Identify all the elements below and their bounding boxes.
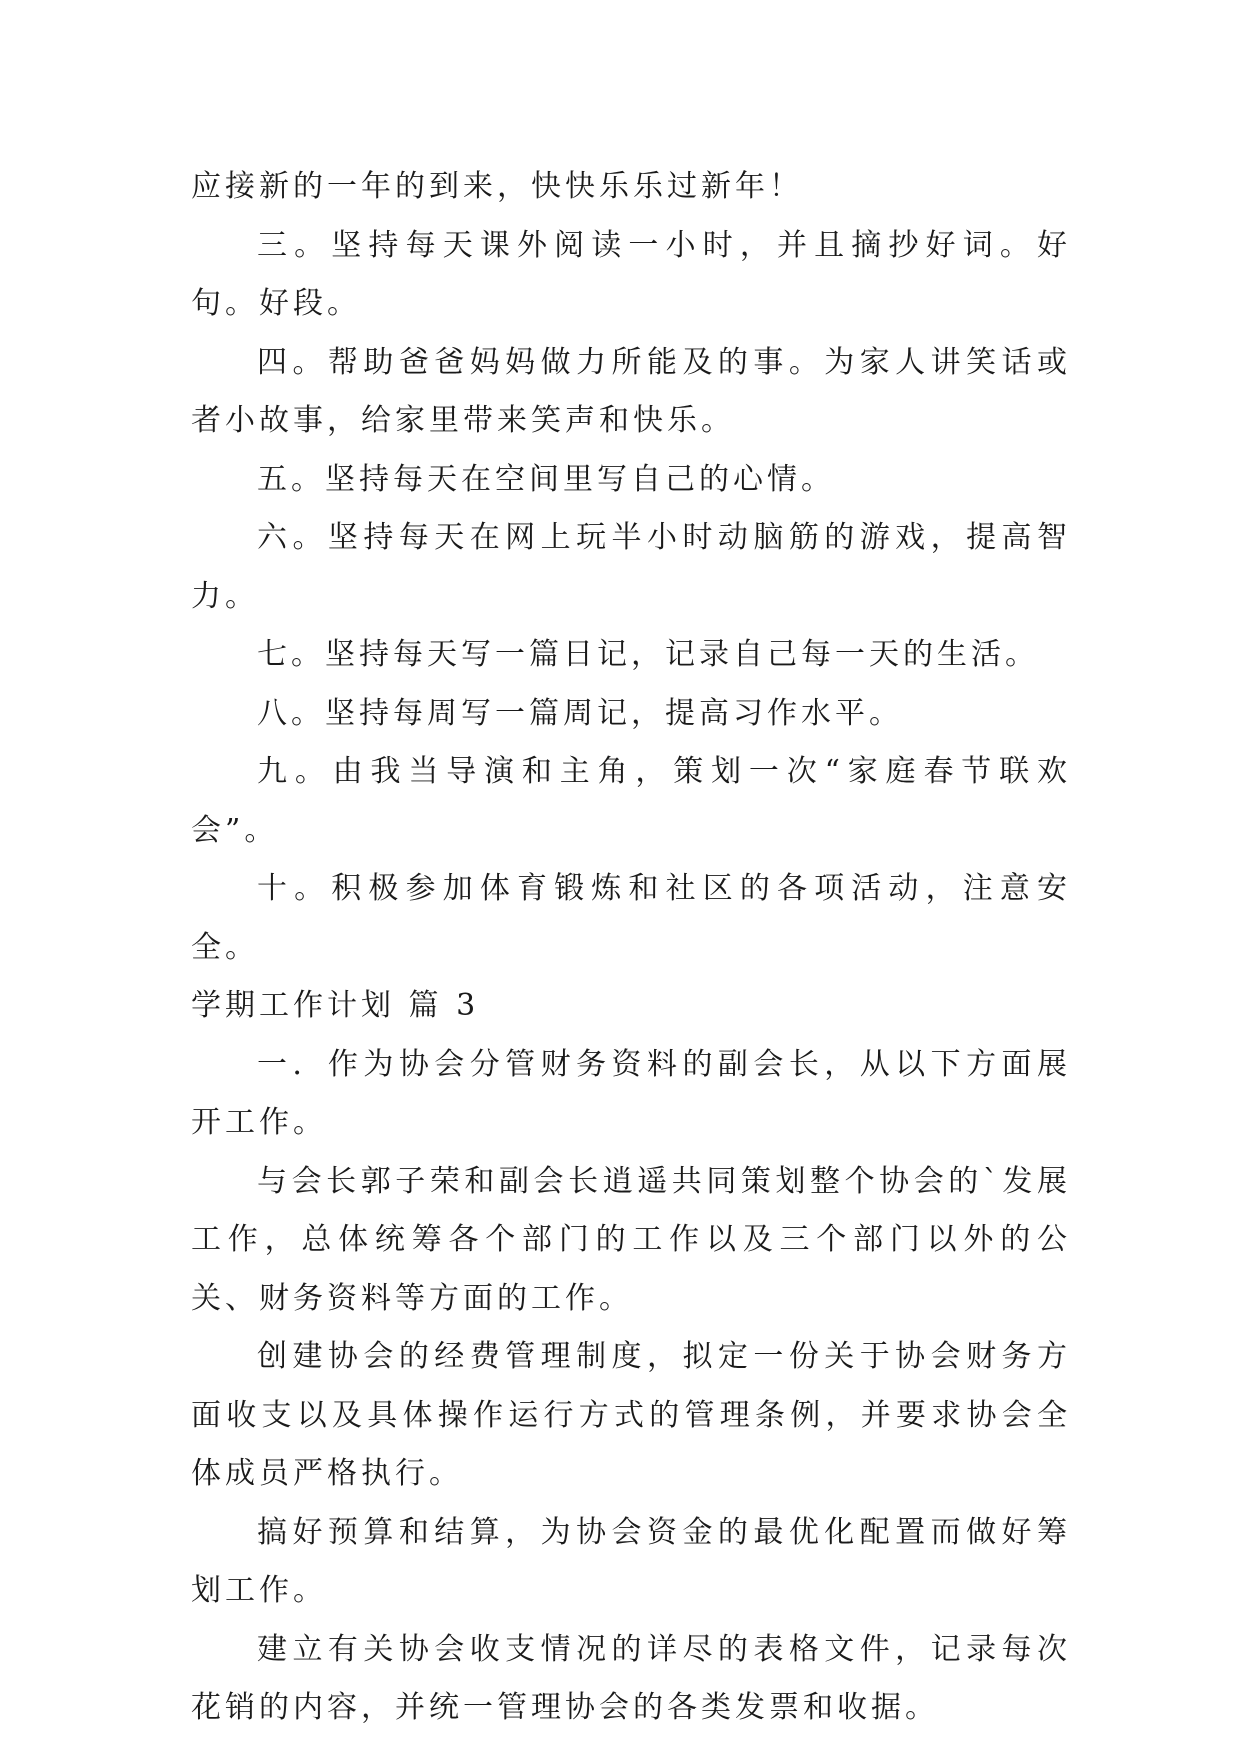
- paragraph-item-3: 三。坚持每天课外阅读一小时，并且摘抄好词。好句。好段。: [191, 227, 1071, 321]
- section-paragraph-2: 与会长郭子荣和副会长逍遥共同策划整个协会的`发展工作，总体统筹各个部门的工作以及三个部门以外的公关、财务资料等方面的工作。: [191, 1163, 1071, 1316]
- section-paragraph-5: 建立有关协会收支情况的详尽的表格文件，记录每次花销的内容，并统一管理协会的各类发票和收据。: [191, 1631, 1071, 1725]
- section-heading: 学期工作计划 篇 3: [191, 988, 480, 1023]
- paragraph-item-7: 七。坚持每天写一篇日记，记录自己每一天的生活。: [257, 637, 1039, 672]
- document-body: [191, 158, 1071, 1738]
- paragraph-intro: 应接新的一年的到来，快快乐乐过新年！: [191, 169, 803, 204]
- section-paragraph-3: 创建协会的经费管理制度，拟定一份关于协会财务方面收支以及具体操作运行方式的管理条例，并要求协会全体成员严格执行。: [191, 1339, 1071, 1491]
- paragraph-item-4: 四。帮助爸爸妈妈做力所能及的事。为家人讲笑话或者小故事，给家里带来笑声和快乐。: [191, 344, 1071, 438]
- section-paragraph-1: 一．作为协会分管财务资料的副会长，从以下方面展开工作。: [191, 1046, 1071, 1140]
- paragraph-item-5: 五。坚持每天在空间里写自己的心情。: [257, 461, 835, 497]
- paragraph-item-8: 八。坚持每周写一篇周记，提高习作水平。: [257, 695, 903, 731]
- section-paragraph-4: 搞好预算和结算，为协会资金的最优化配置而做好筹划工作。: [191, 1514, 1071, 1608]
- paragraph-item-9: 九。由我当导演和主角，策划一次“家庭春节联欢会”。: [191, 754, 1071, 848]
- paragraph-item-6: 六。坚持每天在网上玩半小时动脑筋的游戏，提高智力。: [191, 520, 1071, 614]
- paragraph-item-10: 十。积极参加体育锻炼和社区的各项活动，注意安全。: [191, 871, 1071, 965]
